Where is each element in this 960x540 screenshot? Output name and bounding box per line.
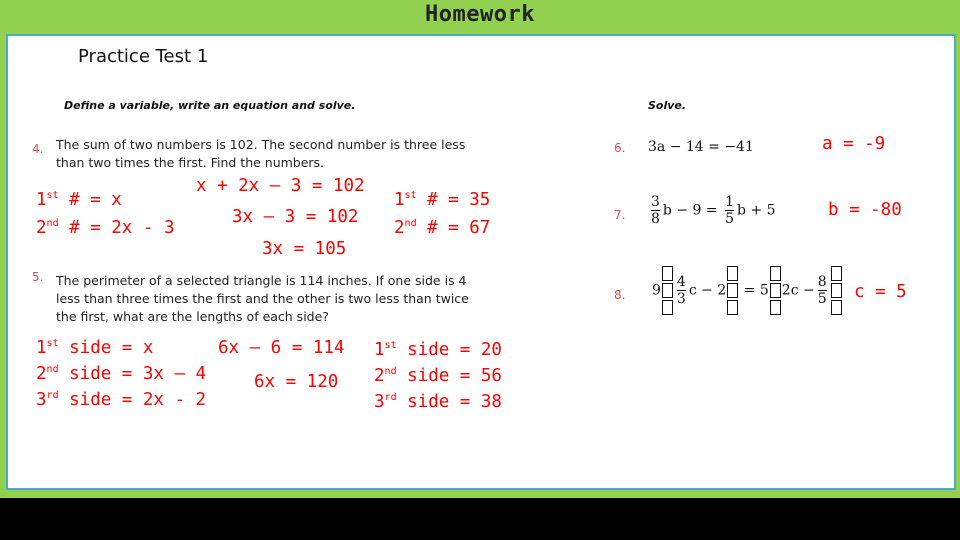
p7-fraction-2: $\frac{1}{5}$ — [725, 194, 734, 227]
problem-6-number: 6. — [614, 141, 626, 155]
content-panel — [6, 34, 956, 490]
slide-title: Homework — [425, 2, 535, 27]
problem-8-number: 8. — [614, 288, 626, 302]
p4-variable-2: 2nd # = 2x - 3 — [36, 218, 175, 238]
p4-step-3: 3x = 105 — [262, 239, 347, 259]
problem-7-answer: b = -80 — [828, 200, 902, 220]
p5-answer-1: 1st side = 20 — [374, 340, 502, 360]
p5-variable-1: 1st side = x — [36, 338, 154, 358]
problem-5-text: The perimeter of a selected triangle is 114 inches. If one side is 4 less than three times the first and the other is two less than twice the first, what are the lengths of each side? — [56, 273, 469, 324]
p5-step-2: 6x = 120 — [254, 372, 339, 392]
problem-8-equation: 9 $\frac{4}{3}$ c − 2 = 5 2c − $\frac{8}{5}$ — [652, 266, 843, 315]
problem-6-equation: 3a − 14 = −41 — [648, 139, 754, 155]
p8-bracket-mid — [726, 266, 739, 315]
p4-step-2: 3x – 3 = 102 — [232, 207, 359, 227]
problem-7-number: 7. — [614, 208, 626, 222]
p5-step-1: 6x – 6 = 114 — [218, 338, 345, 358]
problem-7-equation: $\frac{3}{8}$ b − 9 = $\frac{1}{5}$ b + 5 — [651, 194, 776, 227]
p8-fraction-1: $\frac{4}{3}$ — [676, 274, 686, 307]
problem-5-number: 5. — [32, 270, 44, 284]
p7-fraction-1: $\frac{3}{8}$ — [651, 194, 660, 227]
p4-answer-2: 2nd # = 67 — [394, 218, 491, 238]
left-instruction: Define a variable, write an equation and solve. — [64, 99, 356, 112]
p8-fraction-2: $\frac{8}{5}$ — [817, 274, 827, 307]
problem-4-text: The sum of two numbers is 102. The second number is three less than two times the first. Find the numbers. — [56, 137, 466, 170]
problem-4-number: 4. — [32, 142, 44, 156]
p5-variable-2: 2nd side = 3x – 4 — [36, 364, 207, 384]
right-instruction: Solve. — [648, 99, 687, 112]
p5-answer-3: 3rd side = 38 — [374, 392, 502, 412]
p4-answer-1: 1st # = 35 — [394, 190, 491, 210]
p5-answer-2: 2nd side = 56 — [374, 366, 502, 386]
problem-8-answer: c = 5 — [854, 282, 907, 302]
p8-bracket-mid2 — [769, 266, 782, 315]
p8-bracket-right — [830, 266, 843, 315]
subtitle: Practice Test 1 — [78, 46, 209, 67]
p8-bracket-left — [661, 266, 674, 315]
p5-variable-3: 3rd side = 2x - 2 — [36, 390, 207, 410]
p4-step-1: x + 2x – 3 = 102 — [196, 176, 365, 196]
p4-variable-1: 1st # = x — [36, 190, 122, 210]
bottom-black-bar — [0, 498, 960, 540]
problem-6-answer: a = -9 — [822, 134, 886, 154]
